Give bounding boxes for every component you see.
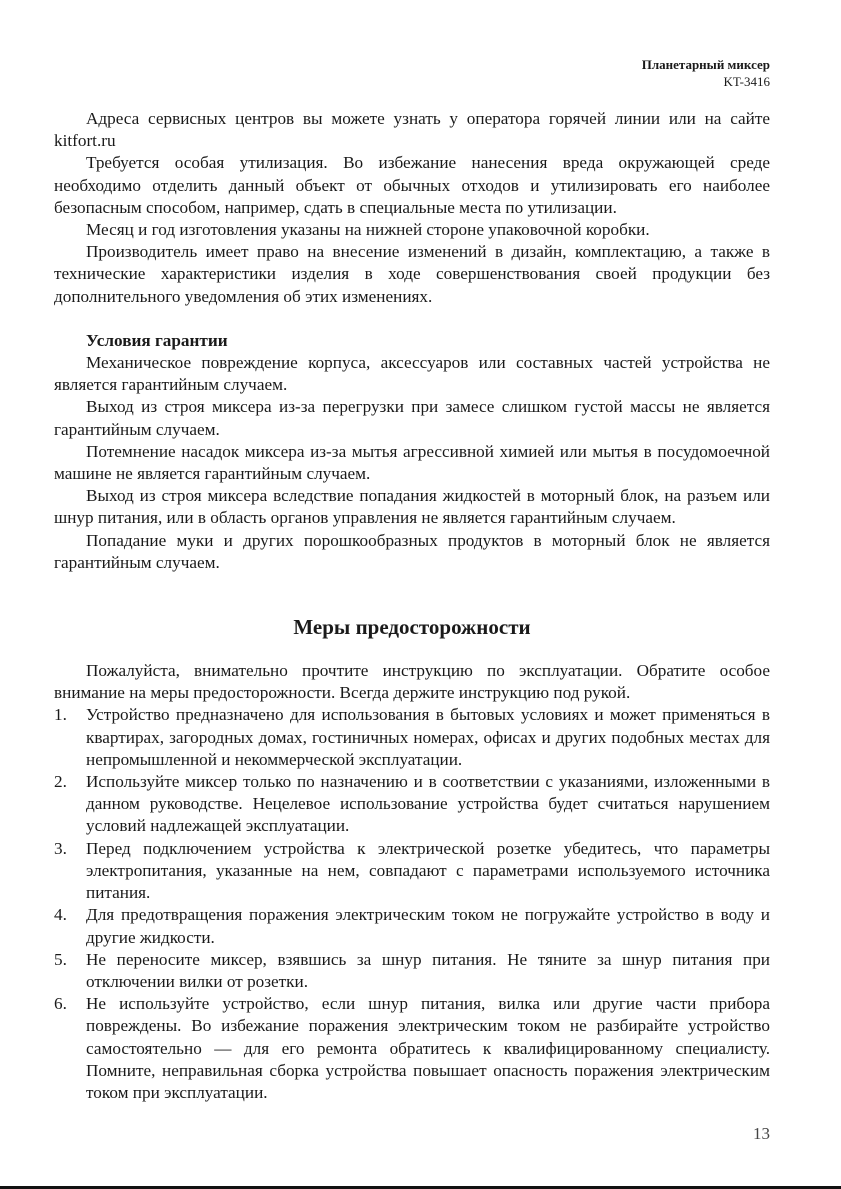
running-header xyxy=(642,56,770,90)
precautions-intro: Пожалуйста, внимательно прочтите инструкцию по эксплуатации. Обратите особое внимание на меры предосторожности. Всегда держите инструкцию под рукой. xyxy=(54,661,770,703)
header-model-number: KT-3416 xyxy=(723,74,770,89)
list-item-number: 2. xyxy=(54,772,67,792)
list-item xyxy=(54,993,770,1104)
warranty-heading: Условия гарантии xyxy=(86,330,228,350)
list-item xyxy=(54,771,770,838)
list-item-text: Используйте миксер только по назначению и в соответствии с указаниями, изложенными в данном руководстве. Нецелевое использование устройства будет считаться нарушением условий надлежащей эксплуатации. xyxy=(86,772,770,836)
warranty-paragraph: Попадание муки и других порошкообразных продуктов в моторный блок не является гарантийным случаем. xyxy=(54,530,770,572)
list-item-text: Не переносите миксер, взявшись за шнур питания. Не тяните за шнур питания при отключении вилки от розетки. xyxy=(86,949,770,991)
intro-paragraph: Адреса сервисных центров вы можете узнать у оператора горячей линии или на сайте kitfort.ru xyxy=(54,109,770,151)
list-item-number: 3. xyxy=(54,838,67,858)
list-item xyxy=(54,949,770,993)
warranty-paragraph: Потемнение насадок миксера из-за мытья агрессивной химией или мытья в посудомоечной машине не является гарантийным случаем. xyxy=(54,441,770,484)
list-item-number: 6. xyxy=(54,994,67,1014)
list-item xyxy=(54,838,770,905)
list-item-number: 5. xyxy=(54,949,67,969)
warranty-paragraph: Выход из строя миксера из-за перегрузки при замесе слишком густой массы не является гарантийным случаем. xyxy=(54,397,770,439)
header-product-name: Планетарный миксер xyxy=(641,57,770,72)
page-number: 13 xyxy=(753,1124,770,1143)
list-item-text: Не используйте устройство, если шнур питания, вилка или другие части прибора повреждены. Во избежание поражения электрическим током не разбирайте устройство самостоятельно — для его ремонта обратитесь к квалифицированному специалисту. Помните, неправильная сборка устройства повышает опасность поражения электрическим током при эксплуатации. xyxy=(86,994,770,1102)
list-item xyxy=(54,704,770,771)
intro-paragraph: Производитель имеет право на внесение изменений в дизайн, комплектацию, а также в технические характеристики изделия в ходе совершенствования своей продукции без дополнительного уведомления об этих изменениях. xyxy=(54,242,770,306)
list-item-text: Перед подключением устройства к электрической розетке убедитесь, что параметры электропитания, указанные на нем, совпадают с параметрами используемого источника питания. xyxy=(86,838,770,903)
warranty-paragraph: Механическое повреждение корпуса, аксессуаров или составных частей устройства не является гарантийным случаем. xyxy=(54,353,770,395)
precautions-list xyxy=(54,704,770,1104)
page-content xyxy=(54,108,770,1104)
intro-paragraph: Месяц и год изготовления указаны на нижней стороне упаковочной коробки. xyxy=(86,220,650,240)
warranty-paragraph: Выход из строя миксера вследствие попадания жидкостей в моторный блок, на разъем или шнур питания, или в область органов управления не является гарантийным случаем. xyxy=(54,486,770,528)
list-item-number: 1. xyxy=(54,705,67,725)
list-item-number: 4. xyxy=(54,905,67,925)
precautions-title: Меры предосторожности xyxy=(293,615,531,640)
intro-paragraph: Требуется особая утилизация. Во избежание нанесения вреда окружающей среде необходимо отделить данный объект от обычных отходов и утилизировать его наиболее безопасным способом, например, сдать в специальные места по утилизации. xyxy=(54,153,770,217)
list-item xyxy=(54,904,770,948)
list-item-text: Устройство предназначено для использования в бытовых условиях и может применяться в квартирах, загородных домах, гостиничных номерах, офисах и других подобных местах для непромышленной и некоммерческой эксплуатации. xyxy=(86,705,770,769)
list-item-text: Для предотвращения поражения электрическим током не погружайте устройство в воду и другие жидкости. xyxy=(86,905,770,947)
